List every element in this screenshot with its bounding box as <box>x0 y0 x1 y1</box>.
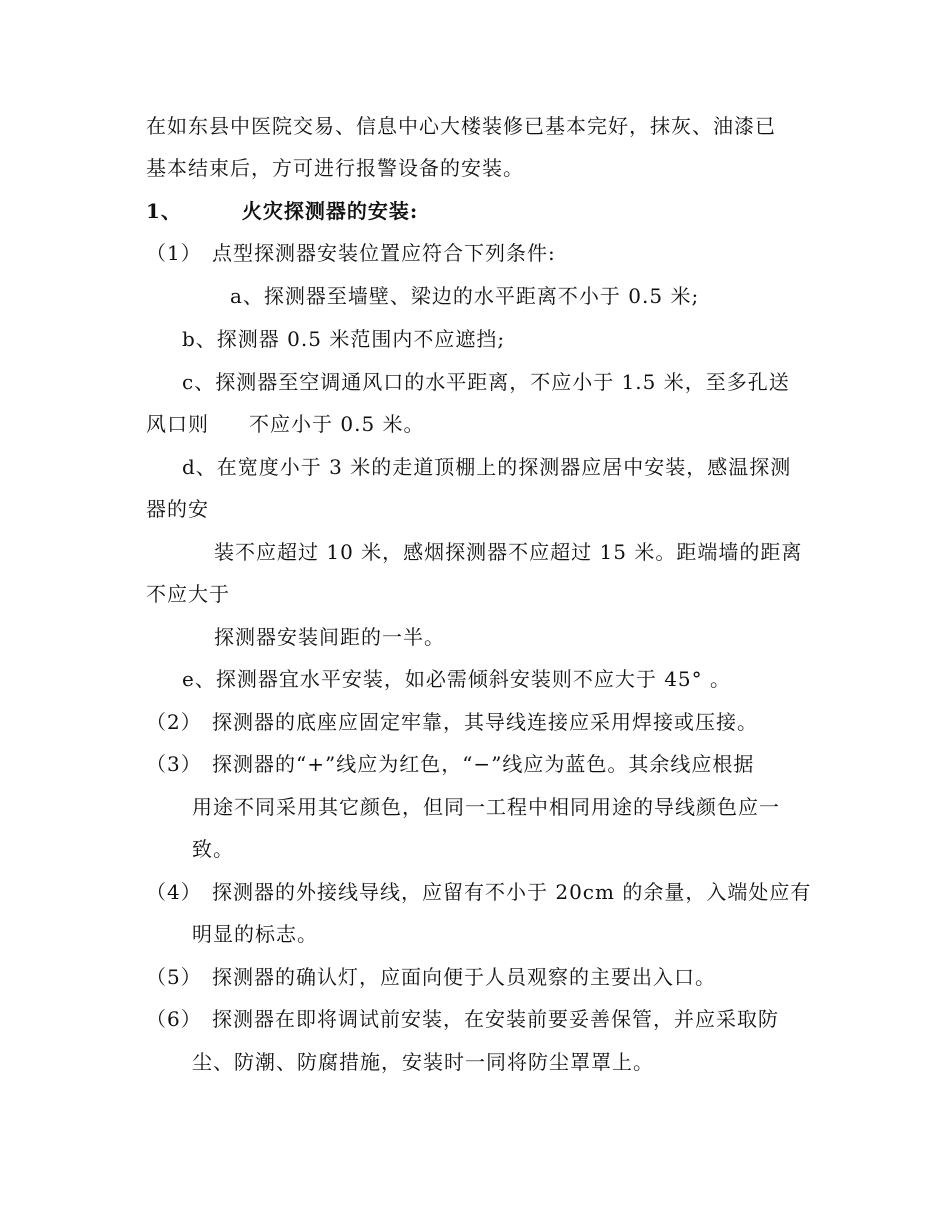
item-3-number: （3） <box>146 752 202 776</box>
item-1-e: e、探测器宜水平安装，如必需倾斜安装则不应大于 45° 。 <box>182 667 731 691</box>
item-1-c-line-2 <box>146 411 425 437</box>
section-1-heading <box>146 198 418 224</box>
item-1-b: b、探测器 0.5 米范围内不应遮挡; <box>182 327 506 351</box>
item-1-d-line-3: 装不应超过 10 米，感烟探测器不应超过 15 米。距端墙的距离 <box>214 540 803 564</box>
item-5-number: （5） <box>146 965 202 989</box>
item-3 <box>146 751 754 777</box>
item-2-text: 探测器的底座应固定牢靠，其导线连接应采用焊接或压接。 <box>212 710 758 734</box>
item-1-d-line-4: 不应大于 <box>146 582 230 606</box>
item-1 <box>146 240 556 266</box>
item-4 <box>146 879 811 905</box>
item-6-number: （6） <box>146 1007 202 1031</box>
item-1-d-line-1: d、在宽度小于 3 米的走道顶棚上的探测器应居中安装，感温探测 <box>182 455 792 479</box>
item-5-text: 探测器的确认灯，应面向便于人员观察的主要出入口。 <box>212 965 716 989</box>
item-4-number: （4） <box>146 880 202 904</box>
item-1-d-line-5: 探测器安装间距的一半。 <box>214 625 445 649</box>
item-2-number: （2） <box>146 710 202 734</box>
item-5 <box>146 964 716 990</box>
item-1-number: （1） <box>146 241 202 265</box>
item-2 <box>146 709 758 735</box>
intro-line-1: 在如东县中医院交易、信息中心大楼装修已基本完好，抹灰、油漆已 <box>146 114 776 138</box>
item-4-line-2: 明显的标志。 <box>192 922 318 946</box>
item-1-a: a、探测器至墙壁、梁边的水平距离不小于 0.5 米; <box>230 284 700 308</box>
item-4-line-1: 探测器的外接线导线，应留有不小于 20cm 的余量，入端处应有 <box>212 880 812 904</box>
item-6 <box>146 1006 779 1032</box>
item-3-line-1: 探测器的“+”线应为红色，“−”线应为蓝色。其余线应根据 <box>212 752 755 776</box>
intro-line-2: 基本结束后，方可进行报警设备的安装。 <box>146 156 524 180</box>
item-1-c-line-2a: 风口则 <box>146 412 209 436</box>
item-3-line-3: 致。 <box>192 837 234 861</box>
item-1-c-line-2b: 不应小于 0.5 米。 <box>249 412 425 436</box>
section-1-title: 火灾探测器的安装: <box>241 199 419 223</box>
item-6-line-1: 探测器在即将调试前安装，在安装前要妥善保管，并应采取防 <box>212 1007 779 1031</box>
section-1-number: 1、 <box>146 199 182 223</box>
item-1-text: 点型探测器安装位置应符合下列条件: <box>212 241 556 265</box>
item-1-c-line-1: c、探测器至空调通风口的水平距离，不应小于 1.5 米，至多孔送 <box>182 370 790 394</box>
item-3-line-2: 用途不同采用其它颜色，但同一工程中相同用途的导线颜色应一 <box>192 795 780 819</box>
item-1-d-line-2: 器的安 <box>146 497 209 521</box>
item-6-line-2: 尘、防潮、防腐措施，安装时一同将防尘罩罩上。 <box>192 1050 654 1074</box>
